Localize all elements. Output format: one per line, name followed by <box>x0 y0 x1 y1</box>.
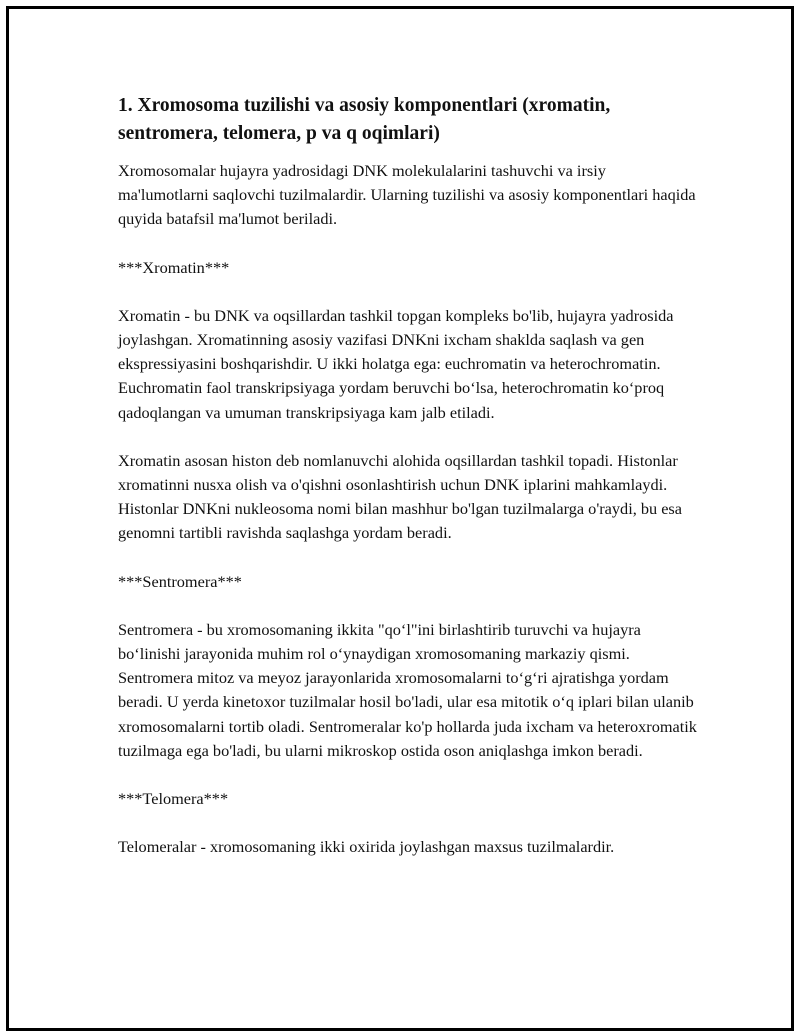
subheading-sentromera: ***Sentromera*** <box>118 571 242 591</box>
section-title: 1. Xromosoma tuzilishi va asosiy komponentlari (xromatin, sentromera, telomera, p va q oqimlari) <box>118 95 611 144</box>
xromatin-paragraph-2: Xromatin asosan histon deb nomlanuvchi alohida oqsillardan tashkil topadi. Histonlar xromatinni nusxa olish va o'qishni osonlashtirish uchun DNK iplarini mahkamlaydi. Histonlar DNKni nukleosoma nomi bilan mashhur bo'lgan tuzilmalarga o'raydi, bu esa genomni tartibli ravishda saqlashga yordam beradi. <box>118 450 682 543</box>
subheading-xromatin: ***Xromatin*** <box>118 257 230 277</box>
sentromera-paragraph: Sentromera - bu xromosomaning ikkita "qo‘l"ini birlashtirib turuvchi va hujayra bo‘linishi jarayonida muhim rol o‘ynaydigan xromosomaning markaziy qismi. Sentromera mitoz va meyoz jarayonlarida xromosomalarni to‘g‘ri ajratishga yordam beradi. U yerda kinetoxor tuzilmalar hosil bo'ladi, ular esa mitotik o‘q iplari bilan ulanib xromosomalarni tortib oladi. Sentromeralar ko'p hollarda juda ixcham va heteroxromatik tuzilmaga ega bo'ladi, bu ularni mikroskop ostida oson aniqlashga imkon beradi. <box>118 619 697 760</box>
document-body <box>118 92 698 883</box>
subheading-telomera: ***Telomera*** <box>118 789 229 809</box>
xromatin-paragraph-1: Xromatin - bu DNK va oqsillardan tashkil topgan kompleks bo'lib, hujayra yadrosida joylashgan. Xromatinning asosiy vazifasi DNKni ixcham shaklda saqlash va gen ekspressiyasini boshqarishdir. U ikki holatga ega: euchromatin va heterochromatin. Euchromatin faol transkripsiyaga yordam beruvchi bo‘lsa, heterochromatin ko‘proq qadoqlangan va umuman transkripsiyaga kam jalb etiladi. <box>118 305 674 422</box>
intro-paragraph: Xromosomalar hujayra yadrosidagi DNK molekulalarini tashuvchi va irsiy ma'lumotlarni saqlovchi tuzilmalardir. Ularning tuzilishi va asosiy komponentlari haqida quyida batafsil ma'lumot beriladi. <box>118 161 696 229</box>
telomera-paragraph: Telomeralar - xromosomaning ikki oxirida joylashgan maxsus tuzilmalardir. <box>118 837 615 857</box>
